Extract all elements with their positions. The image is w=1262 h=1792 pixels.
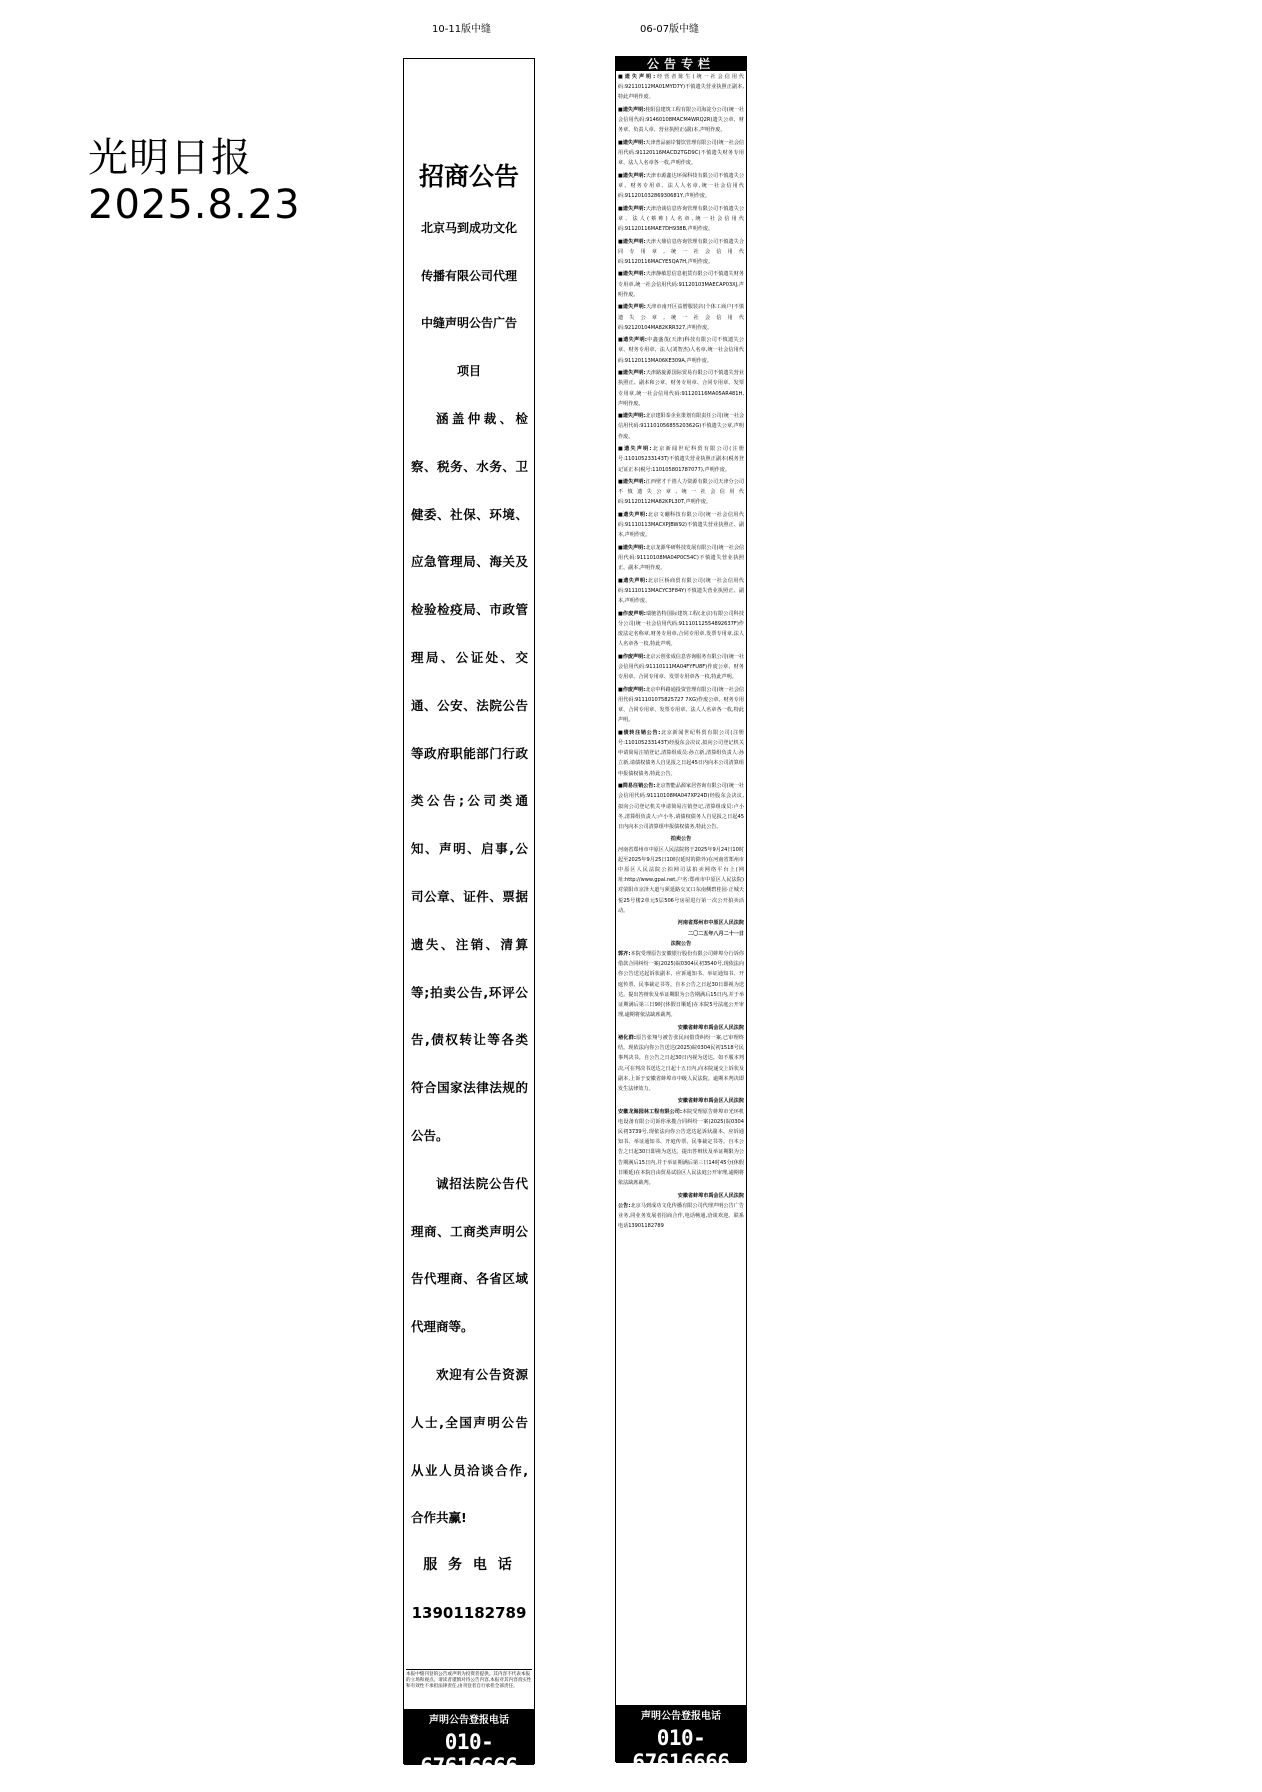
notice-type: ■遗失声明: bbox=[618, 337, 647, 344]
notice-item bbox=[618, 269, 744, 300]
notice-text: 天津普品丽岸餐饮管理有限公司(统一社会信用代码:91120116MACD2TGD9C)不慎遗失财务专用章、法人人名章各一枚,声明作废。 bbox=[618, 139, 745, 167]
notice-text: 北京新闻世纪科贸有限公司(注册号:110105233143T)不慎遗失营业执照正副本(税务登记证正本(税号:110105801787077),声明作废。 bbox=[618, 446, 744, 473]
notice-text: 天津静敏思信息租赁有限公司不慎遗失财务专用章,统一社会信用代码:91120103MAECAP03XJ,声明作废。 bbox=[618, 271, 744, 298]
notice-type: ■遗失声明: bbox=[618, 544, 646, 551]
masthead bbox=[88, 135, 301, 229]
recruitment-notice-column bbox=[403, 58, 535, 1778]
footer-phone-banner bbox=[404, 1709, 534, 1778]
notice-text: 北京云创张成信息咨询服务有限公司(统一社会信用代码:91110111MA04FYFU8F)作废公章、财务专用章、合同专用章、发票专用章各一枚,特此声明。 bbox=[618, 653, 745, 681]
court-notice-title: 法院公告 bbox=[670, 940, 692, 947]
notice-item bbox=[618, 171, 744, 202]
notice-type: ■遗失声明: bbox=[618, 304, 646, 311]
footer-label: 声明公告登报电话 bbox=[641, 1711, 721, 1722]
agency-line: 北京马到成功文化 bbox=[420, 221, 517, 235]
notice-text: 北京建阳泰企业策划有限责任公司(统一社会信用代码:91110105685520362G)不慎遗失公章,声明作废。 bbox=[618, 413, 745, 440]
court-notice-party: 褚化群: bbox=[618, 1034, 636, 1041]
notice-text: 天津路旋源国际贸易有限公司不慎遗失营业执照正、副本和公章、财务专用章、合同专用章、发票专用章,统一社会信用代码:91120116MA05AR481H,声明作废。 bbox=[618, 370, 744, 407]
notice-item bbox=[618, 781, 744, 832]
auction-signature-court: 河南省郑州市中原区人民法院 bbox=[677, 920, 744, 927]
notice-item bbox=[618, 444, 744, 475]
notice-type: ■作废声明: bbox=[618, 653, 646, 660]
notice-type: ■遗失声明: bbox=[618, 139, 646, 146]
court-notice-party: 安徽龙海园林工程有限公司: bbox=[618, 1108, 683, 1115]
notice-text: 北京巨桥商贸有限公司(统一社会信用代码:91110113MACYC3F84Y)不慎遗失营业执照正、副本,声明作废。 bbox=[618, 577, 744, 605]
agency-notice-title: 公告: bbox=[618, 1202, 631, 1209]
notice-type: ■简易注销公告: bbox=[618, 783, 656, 790]
notice-item bbox=[618, 510, 744, 541]
court-notice-items bbox=[618, 949, 744, 1201]
notice-text: 北京新闻世纪科贸有限公司(注册号:110105233143T)经股东会决议,拟向公司登记机关申请简易注销登记,清算组成员:孙立新,清算组负责人:孙立新,请债权债务人自见报之日起45日内向本公司清算组申报债权债务,特此公告。 bbox=[618, 729, 744, 777]
notice-text: 北京中科路通投资管理有限公司(统一社会信用代码:911101075825727 7XG)作废公章、财务专用章、合同专用章、发票专用章、法人人名章各一枚,特此声明。 bbox=[618, 686, 745, 724]
notice-type: ■遗失声明: bbox=[618, 511, 648, 518]
court-notice-signature: 安徽省蚌埠市禹会区人民法院 bbox=[677, 1192, 744, 1199]
notice-item bbox=[618, 728, 744, 779]
notice-item bbox=[618, 477, 744, 508]
agency-line: 项目 bbox=[456, 363, 481, 378]
service-phone-number: 13901182789 bbox=[411, 1604, 527, 1623]
notice-item bbox=[618, 368, 744, 409]
court-notice-party: 郭齐: bbox=[618, 950, 631, 957]
notice-type: ■遗失声明: bbox=[618, 479, 646, 486]
notice-item bbox=[618, 411, 744, 442]
notice-item bbox=[618, 138, 744, 169]
notice-type: ■遗失声明: bbox=[618, 172, 646, 179]
agency-name bbox=[404, 205, 534, 395]
welcome-paragraph: 欢迎有公告资源人士,全国声明公告从业人员洽谈合作,合作共赢! bbox=[411, 1366, 528, 1526]
notice-text: 江西壁才千禧人力资源有限公司天津分公司不慎遗失公章,统一社会信用代码:91120112MA82KPL30T,声明作废。 bbox=[618, 479, 744, 506]
footer-phone: 010-67616666 bbox=[632, 1726, 730, 1774]
court-notice-text: 本院受理原告蚌埠市光环机电设备有限公司诉你承揽合同纠纷一案(2025)皖0304民初3739号,现依法向你公告送达起诉状副本、应诉通知书、举证通知书、开庭传票、民事裁定书等。自本公告之日起30日即视为送达。提出答辩状及举证期限为公告期满后15日内,并于举证期满后第三日14时45分(休假日顺延)在本院自由贸易试验区人民法庭公开审理,逾期将依法缺席裁判。 bbox=[618, 1108, 744, 1187]
court-notice-signature: 安徽省蚌埠市禹会区人民法院 bbox=[677, 1024, 744, 1031]
court-notice-item bbox=[618, 949, 744, 1020]
auction-body: 河南省郑州市中原区人民法院将于2025年9月24日10时起至2025年9月25日10时(延时的除外)在河南省郑州市中原区人民法院公拍网司法拍卖网络平台上(网址:http://www.gpai.net,户名:郑州市中原区人民法院)对荥阳市京泽大道与须延路交叉口东南侧碧桂园·正城天悦25号楼2单元5层506号房屋进行第一次公开拍卖活动。 bbox=[618, 846, 744, 914]
notice-text: 经营者陈生(统一社会信用代码:92110112MA01MYD7Y)不慎遗失营业执照正副本,特此声明作废。 bbox=[618, 74, 744, 101]
notice-type: ■遗失声明: bbox=[618, 413, 646, 420]
court-notice-signature: 安徽省蚌埠市禹会区人民法院 bbox=[677, 1098, 744, 1105]
recruitment-title: 招商公告 bbox=[418, 162, 519, 191]
notice-item bbox=[618, 237, 744, 268]
notice-text: 瑞驰浩特国际建筑工程(北京)有限公司科技分公司(统一社会信用代码:91110112554892637F)作废法定名称章,财务专用章,合同专用章,发票专用章,法人人名章各一枚,特此声明。 bbox=[618, 610, 744, 648]
agency-line: 传播有限公司代理 bbox=[420, 268, 517, 283]
notice-type: ■作废声明: bbox=[618, 686, 646, 693]
scope-paragraph: 涵盖仲裁、检察、税务、水务、卫健委、社保、环境、应急管理局、海关及检验检疫局、市政管理局、公证处、交通、公安、法院公告等政府职能部门行政类公告;公司类通知、声明、启事,公司公章、证件、票据遗失、注销、清算等;拍卖公告,环评公告,债权转让等各类符合国家法律法规的公告。 bbox=[411, 411, 528, 1143]
agent-paragraph: 诚招法院公告代理商、工商类声明公告代理商、各省区域代理商等。 bbox=[411, 1175, 528, 1335]
notice-item bbox=[618, 543, 744, 574]
footer-phone-banner bbox=[616, 1705, 746, 1774]
notice-text: 天津洽谈信息咨询管理有限公司不慎遗失公章、法人(蔡帅)人名章,统一社会信用代码:91120116MAE7DH938B,声明作废。 bbox=[618, 205, 744, 233]
notice-item bbox=[618, 335, 744, 366]
court-notice-text: 本院受理原告安徽银行股份有限公司蚌埠分行诉你借款合同纠纷一案(2025)皖0304民初3540号,现依法向你公告送达起诉状副本、应诉通知书、举证通知书、开庭传票、民事裁定书等。自本公告之日起30日即视为送达。提出答辩状及举证期限为公告期满后15日内,并于举证期满后第三日9时(休假日顺延)在本院5号法庭公开审理,逾期将依法缺席裁判。 bbox=[618, 950, 744, 1019]
notice-type: ■遗失声明: bbox=[618, 106, 646, 113]
court-notice-item bbox=[618, 1107, 744, 1189]
notice-item bbox=[618, 685, 744, 726]
notice-item bbox=[618, 105, 744, 136]
notice-text: 北京文硼科技有限公司(统一社会信用代码:91110113MACXPJBW92)不慎遗失营业执照正、副本,声明作废。 bbox=[618, 511, 744, 539]
disclaimer-text: 本报中缝刊登的公告或声明为投资者提供。其内容不代表本报的立场和观点。请读者谨慎对待公告内容,本报对其内容真实性和有效性不承担法律责任,由刊登者自行承担全部责任。 bbox=[406, 1669, 532, 1690]
notice-text: 北京智能品源家居咨询有限公司(统一社会信用代码:91110108MA047XP24D)经股东会决议,拟向公司登记机关申请简易注销登记,清算组成员:卢小冬,清算组负责人:卢小冬,请债权债务人自见报之日起45日内向本公司清算组申报债权债务,特此公告。 bbox=[618, 783, 745, 830]
notice-text: 中鑫盛茂(天津)科技有限公司不慎遗失公章、财务专用章、法人(刘智杰)人名章,统一社会信用代码:91120113MA06KE309A,声明作废。 bbox=[618, 337, 744, 364]
agency-notice-body: 北京马到成功文化传播有限公司代理声明公告广告业务,同业务发展者招商合作,电话畅通,洽谈欢迎。联系电话13901182789 bbox=[618, 1202, 744, 1230]
notice-item bbox=[618, 204, 744, 235]
notice-item bbox=[618, 72, 744, 103]
col-a-label: 10-11版中缝 bbox=[432, 24, 492, 35]
issue-date: 2025.8.23 bbox=[88, 182, 301, 229]
notice-column bbox=[615, 56, 747, 1774]
notice-type: ■作废声明: bbox=[618, 610, 646, 617]
notice-type: ■遗失声明: bbox=[618, 205, 646, 212]
newspaper-name: 光明日报 bbox=[88, 135, 252, 181]
notice-text: 北京龙源华研科技发展有限公司(统一社会信用代码:91110108MA04P0C54C)不慎遗失营业执照正、副本,声明作废。 bbox=[618, 544, 745, 572]
agency-notice bbox=[618, 1201, 744, 1232]
auction-signature-date: 二〇二五年八月二十一日 bbox=[687, 930, 744, 937]
footer-label: 声明公告登报电话 bbox=[429, 1715, 509, 1726]
notice-type: ■遗失声明: bbox=[618, 370, 646, 377]
col-b-label: 06-07版中缝 bbox=[640, 24, 700, 35]
notice-type: ■遗失声明: bbox=[618, 74, 656, 80]
notice-items bbox=[618, 72, 744, 832]
notice-item bbox=[618, 302, 744, 333]
notice-list bbox=[616, 71, 746, 1693]
agency-line: 中缝声明公告广告 bbox=[420, 316, 517, 330]
court-notice-item bbox=[618, 1033, 744, 1094]
notice-type: ■债转注销公告: bbox=[618, 729, 661, 736]
notice-column-header: 公告专栏 bbox=[616, 57, 746, 71]
recruitment-body bbox=[404, 395, 534, 1542]
service-phone-label: 服 务 电 话 bbox=[423, 1557, 515, 1574]
court-notice-text: 原告张翔与被告张民间借贷纠纷一案,已审理终结。现依法向你公告送达(2025)皖0304民初1518号民事判决书。自公告之日起30日内视为送达。如不服本判决,可在判决书送达之日起十五日内,向本院递交上诉状及副本,上诉于安徽省蚌埠市中级人民法院。逾期本判决即发生法律效力。 bbox=[618, 1034, 744, 1092]
notice-text: 天津市源鑫达环保科技有限公司不慎遗失公章、财务专用章、法人人名章,统一社会信用代码:91120103286930681Y,声明作废。 bbox=[618, 172, 744, 200]
notice-type: ■遗失声明: bbox=[618, 577, 648, 584]
notice-type: ■遗失声明: bbox=[618, 446, 652, 453]
auction-title: 拍卖公告 bbox=[670, 836, 692, 843]
notice-text: 天津大鼎信息咨询管理有限公司不慎遗失合同专用章,统一社会信用代码:91120116MACYE5QA7H,声明作废。 bbox=[618, 238, 744, 265]
notice-item bbox=[618, 609, 744, 650]
notice-text: 天津市南开区益僧服装店(个体工商户)不慎遗失公章,统一社会信用代码:92120104MA82KRR327,声明作废。 bbox=[618, 304, 744, 331]
footer-phone: 010-67616666 bbox=[420, 1730, 518, 1778]
notice-text: 桂阳县建筑工程有限公司海淀分公司(统一社会信用代码:91460108MACM4WRQ2R)遗失公章、财务章、负责人章、营业执照正(副)本,声明作废。 bbox=[618, 106, 745, 134]
notice-type: ■遗失声明: bbox=[618, 271, 646, 278]
notice-item bbox=[618, 652, 744, 683]
notice-item bbox=[618, 576, 744, 607]
notice-type: ■遗失声明: bbox=[618, 238, 646, 245]
